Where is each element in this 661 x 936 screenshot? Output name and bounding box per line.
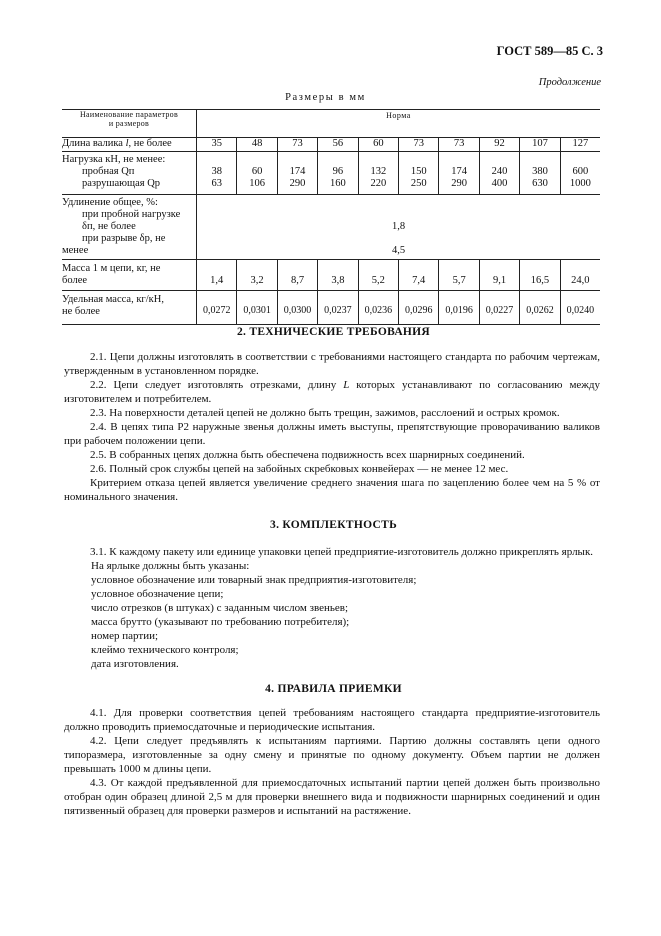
paragraph: 4.1. Для проверки соответствия цепей требованиям настоящего стандарта предприятие-изготовитель должно проводить приемосдаточные и периодические испытания. [64, 707, 600, 733]
table-caption-text: Размеры в мм [285, 92, 366, 103]
table-cell: 56 [318, 138, 358, 152]
elongation-break-value: 4,5 [391, 245, 406, 256]
table-cell: 600 1000 [560, 152, 600, 195]
section-2-body [64, 350, 600, 504]
row-label: Нагрузка кН, не менее: пробная Qп разрушающая Qр [62, 152, 197, 195]
table-cell: 240 400 [479, 152, 519, 195]
list-item: число отрезков (в штуках) с заданным числом звеньев; [91, 602, 349, 614]
table-cell: 73 [439, 138, 479, 152]
list-item: условное обозначение или товарный знак предприятия-изготовителя; [91, 574, 417, 586]
section-4-title: 4. ПРАВИЛА ПРИЕМКИ [265, 683, 402, 695]
elongation-proof-value: 1,8 [391, 221, 406, 232]
row-label: Масса 1 м цепи, кг, не более [62, 260, 197, 291]
table-cell: 174 290 [277, 152, 317, 195]
table-cell: 132 220 [358, 152, 398, 195]
paragraph: 2.1. Цепи должны изготовлять в соответствии с требованиями настоящего стандарта по рабочим чертежам, утвержденным в установленном порядке. [64, 351, 600, 377]
row-label: Длина валика l, не более [62, 138, 197, 152]
row-specific-mass [62, 291, 600, 325]
table-cell: 3,8 [318, 260, 358, 291]
table-cell: 5,2 [358, 260, 398, 291]
paragraph: Критерием отказа цепей является увеличение среднего значения шага по зацеплению более чем на 5 % от номинального значения. [64, 477, 600, 503]
table-cell: 0,0237 [318, 291, 358, 325]
row-elongation [62, 195, 600, 260]
table-cell: 1,4 [197, 260, 237, 291]
table-cell: 0,0236 [358, 291, 398, 325]
paragraph: 2.3. На поверхности деталей цепей не должно быть трещин, зажимов, расслоений и острых кромок. [90, 407, 560, 419]
table-cell: 0,0227 [479, 291, 519, 325]
paragraph: 4.2. Цепи следует предъявлять к испытаниям партиями. Партию должны составлять цепи одного типоразмера, изготовленные за одну смену и принятые по одному документу. Объем партии не должен превышать 1000 м длины цепи. [64, 735, 600, 775]
table-cell: 7,4 [399, 260, 439, 291]
list-item: условное обозначение цепи; [91, 588, 224, 600]
table-cell: 0,0300 [277, 291, 317, 325]
paragraph: 2.6. Полный срок службы цепей на забойных скребковых конвейерах — не менее 12 мес. [90, 463, 509, 475]
table-cell: 48 [237, 138, 277, 152]
paragraph: 2.4. В цепях типа Р2 наружные звенья должны иметь выступы, препятствующие проворачиванию валиков при рабочем положении цепи. [64, 421, 600, 447]
list-item: номер партии; [91, 630, 159, 642]
row-mass [62, 260, 600, 291]
paragraph: 2.2. Цепи следует изготовлять отрезками, длину L которых устанавливают по согласованию между изготовителем и потребителем. [64, 379, 601, 405]
table-cell: 38 63 [197, 152, 237, 195]
table-cell: 5,7 [439, 260, 479, 291]
table-cell: 0,0301 [237, 291, 277, 325]
table-cell: 60 106 [237, 152, 277, 195]
table-cell: 16,5 [520, 260, 560, 291]
continuation-label: Продолжение [538, 77, 601, 88]
table-cell: 92 [479, 138, 519, 152]
paragraph: На ярлыке должны быть указаны: [91, 560, 250, 572]
page-header: ГОСТ 589—85 С. 3 [496, 44, 603, 58]
table-cell: 380 630 [520, 152, 560, 195]
table-cell: 8,7 [277, 260, 317, 291]
section-2-title: 2. ТЕХНИЧЕСКИЕ ТРЕБОВАНИЯ [236, 326, 431, 338]
header-param-name [62, 110, 197, 138]
header-norm: Норма [197, 110, 601, 138]
paragraph: 4.3. От каждой предъявленной для приемосдаточных испытаний партии цепей должен быть произвольно отобран один образец длиной 2,5 м для проверки внешнего вида и подвижности шарнирных соединений и один пятизвенный образец для проверки размеров и испытаний на растяжение. [64, 777, 600, 817]
table-cell: 0,0272 [197, 291, 237, 325]
table-cell: 73 [399, 138, 439, 152]
paragraph: 2.5. В собранных цепях должна быть обеспечена подвижность всех шарнирных соединений. [90, 449, 525, 461]
table-cell: 3,2 [237, 260, 277, 291]
paragraph: 3.1. К каждому пакету или единице упаковки цепей предприятие-изготовитель должно прикреплять ярлык. [90, 546, 594, 558]
header-param-name-line2: и размеров [108, 119, 150, 128]
row-label: Удельная масса, кг/кН, не более [62, 291, 197, 325]
table-cell: 96 160 [318, 152, 358, 195]
table-header-row [62, 110, 600, 138]
list-item: клеймо технического контроля; [91, 644, 239, 656]
table-cell: 150 250 [399, 152, 439, 195]
section-3-body [64, 545, 600, 671]
table-cell: 0,0240 [560, 291, 600, 325]
table-cell: 107 [520, 138, 560, 152]
table-cell: 9,1 [479, 260, 519, 291]
table-cell: 0,0296 [399, 291, 439, 325]
list-item: масса брутто (указывают по требованию потребителя); [91, 616, 350, 628]
table-cell: 127 [560, 138, 600, 152]
elongation-values [197, 195, 601, 260]
section-4-body [64, 706, 600, 818]
table-cell: 60 [358, 138, 398, 152]
row-label: Удлинение общее, %: при пробной нагрузке δп, не более при разрыве δр, не менее [62, 195, 197, 260]
header-param-name-line1: Наименование параметров [79, 110, 179, 119]
parameters-table [62, 109, 600, 325]
table-cell: 0,0196 [439, 291, 479, 325]
table-cell: 35 [197, 138, 237, 152]
table-caption [0, 92, 661, 103]
table-cell: 73 [277, 138, 317, 152]
list-item: дата изготовления. [91, 658, 179, 670]
table-cell: 24,0 [560, 260, 600, 291]
row-roller-length [62, 138, 600, 152]
table-cell: 174 290 [439, 152, 479, 195]
section-3-title: 3. КОМПЛЕКТНОСТЬ [270, 519, 397, 531]
table-cell: 0,0262 [520, 291, 560, 325]
row-load [62, 152, 600, 195]
